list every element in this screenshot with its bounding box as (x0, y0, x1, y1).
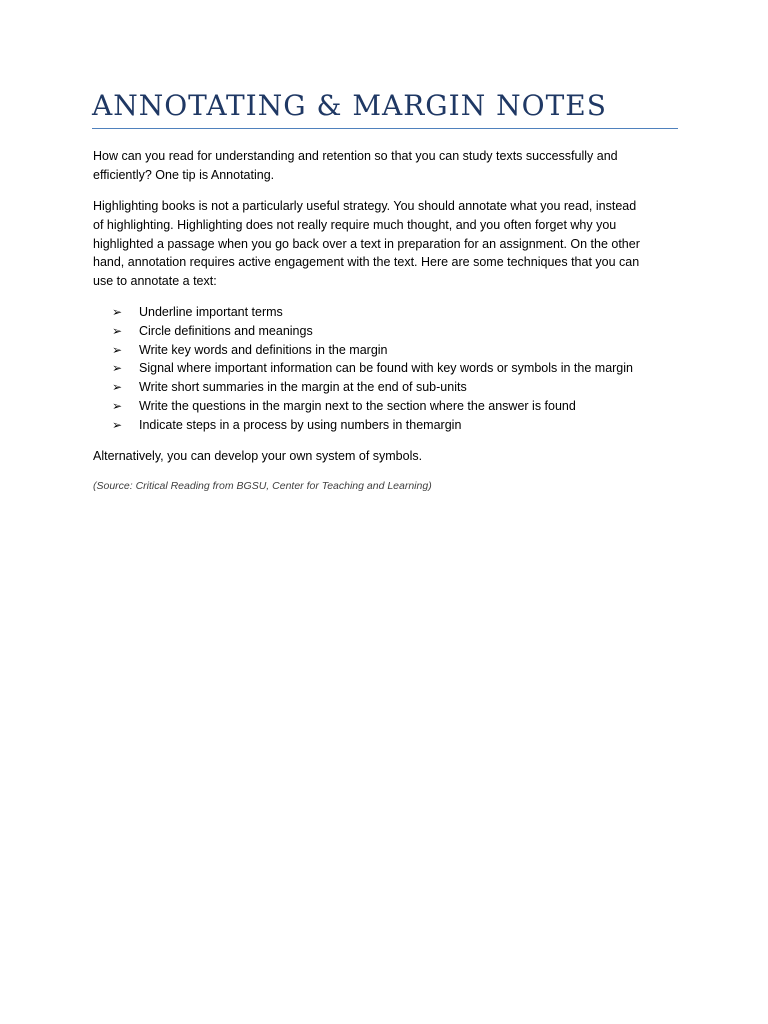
arrowhead-bullet-icon: ➢ (112, 323, 123, 338)
closing-paragraph: Alternatively, you can develop your own system of symbols. (93, 449, 423, 463)
source-citation: (Source: Critical Reading from BGSU, Center for Teaching and Learning) (93, 480, 432, 492)
list-item-text: Write the questions in the margin next to the section where the answer is found (139, 398, 576, 413)
list-item-text: Write short summaries in the margin at the end of sub-units (139, 380, 467, 395)
list-item (112, 322, 633, 341)
list-item-text: Circle definitions and meanings (139, 323, 313, 338)
list-item (112, 303, 633, 322)
list-item-text: Indicate steps in a process by using numbers in themargin (139, 417, 462, 432)
paragraph-line: highlighted a passage when you go back over a text in preparation for an assignment. On the other (93, 236, 640, 251)
intro-paragraph (93, 147, 618, 185)
techniques-list (112, 303, 633, 435)
list-item (112, 416, 633, 435)
intro-line: efficiently? One tip is Annotating. (93, 167, 275, 182)
list-item-text: Underline important terms (139, 305, 283, 319)
arrowhead-bullet-icon: ➢ (112, 417, 123, 432)
paragraph-line: Highlighting books is not a particularly useful strategy. You should annotate what you read, instead (93, 199, 637, 213)
highlighting-paragraph (93, 197, 640, 291)
paragraph-line: hand, annotation requires active engagement with the text. Here are some techniques that you can (93, 255, 640, 270)
paragraph-line: use to annotate a text: (93, 274, 217, 289)
paragraph-line: of highlighting. Highlighting does not really require much thought, and you often forget why you (93, 217, 617, 232)
list-item-text: Write key words and definitions in the margin (139, 342, 388, 357)
list-item (112, 397, 633, 416)
list-item-text: Signal where important information can be found with key words or symbols in the margin (139, 361, 633, 376)
arrowhead-bullet-icon: ➢ (112, 305, 123, 319)
arrowhead-bullet-icon: ➢ (112, 361, 123, 376)
intro-line: How can you read for understanding and retention so that you can study texts successfully and (93, 149, 618, 163)
arrowhead-bullet-icon: ➢ (112, 380, 123, 395)
title-underline-rule (92, 128, 678, 129)
list-item (112, 378, 633, 397)
arrowhead-bullet-icon: ➢ (112, 342, 123, 357)
arrowhead-bullet-icon: ➢ (112, 398, 123, 413)
page-title: ANNOTATING & MARGIN NOTES (92, 89, 607, 122)
list-item (112, 359, 633, 378)
list-item (112, 341, 633, 360)
